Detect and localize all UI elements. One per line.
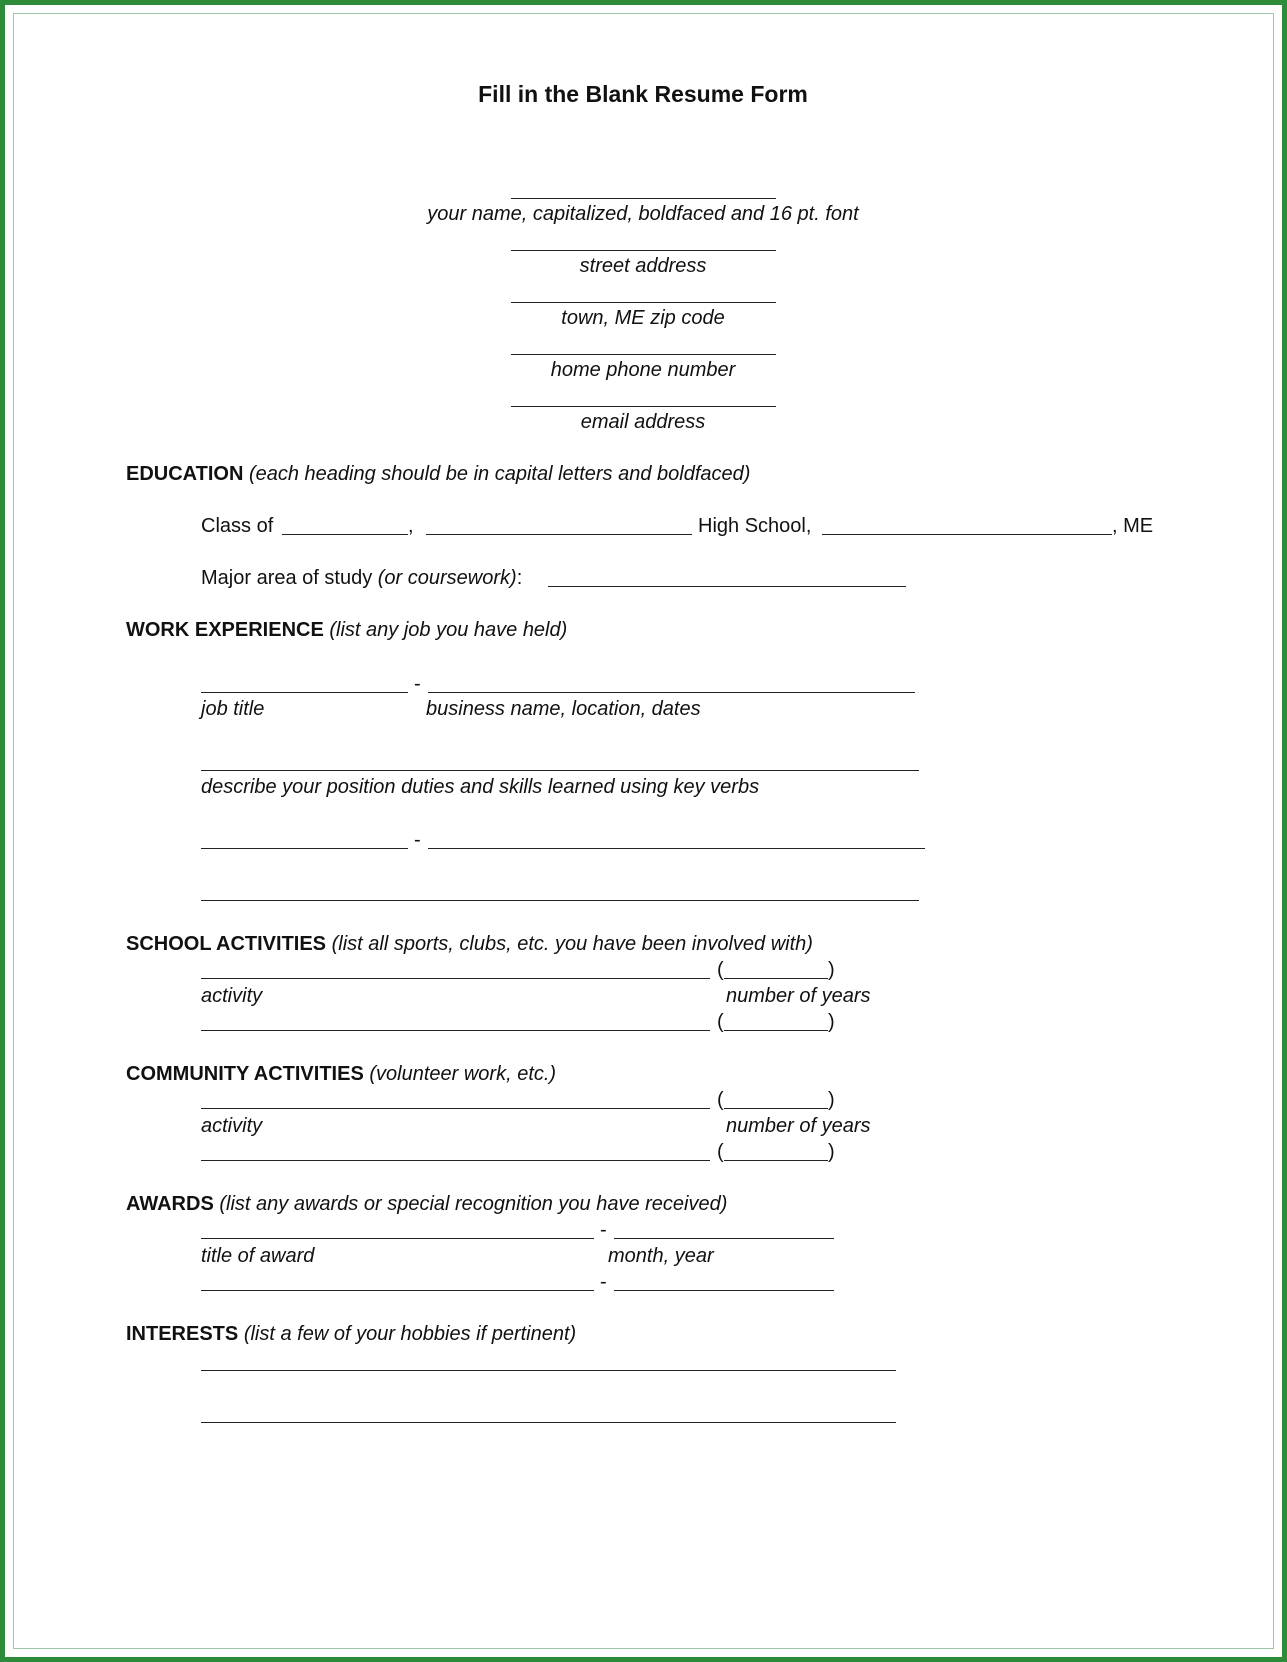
school-heading-row — [126, 932, 813, 956]
major-label: Major area of study — [201, 567, 373, 589]
school-years-line-2[interactable] — [724, 1030, 828, 1031]
interests-note: (list a few of your hobbies if pertinent) — [243, 1323, 577, 1345]
work-note: (list any job you have held) — [329, 619, 568, 641]
work-heading-row — [126, 618, 567, 642]
community-activity-label: activity — [201, 1115, 263, 1137]
interests-line-1[interactable] — [201, 1370, 896, 1371]
interests-heading: INTERESTS — [126, 1323, 239, 1345]
award-dash-1: - — [600, 1219, 607, 1241]
community-years-line-1[interactable] — [724, 1108, 828, 1109]
major-row — [201, 566, 522, 590]
high-school-town-line[interactable] — [822, 534, 1112, 535]
school-activity-line-1[interactable] — [201, 978, 710, 979]
high-school-label: High School, — [698, 515, 812, 537]
community-heading-row — [126, 1062, 556, 1086]
page-title: Fill in the Blank Resume Form — [478, 81, 808, 107]
community-paren-close-1: ) — [828, 1089, 835, 1111]
school-activity-line-2[interactable] — [201, 1030, 710, 1031]
phone-field-label: home phone number — [550, 359, 736, 381]
major-colon: : — [516, 567, 523, 589]
email-field-label: email address — [580, 411, 706, 433]
name-field-label: your name, capitalized, boldfaced and 16 pt. font — [427, 203, 859, 225]
business-line-2[interactable] — [428, 848, 925, 849]
award-title-line-1[interactable] — [201, 1238, 594, 1239]
class-of-label: Class of — [201, 515, 274, 537]
business-line-1[interactable] — [428, 692, 915, 693]
school-years-line-1[interactable] — [724, 978, 828, 979]
school-paren-open-1: ( — [717, 959, 724, 981]
describe-line-2[interactable] — [201, 900, 919, 901]
job-title-label: job title — [201, 698, 265, 720]
business-label: business name, location, dates — [426, 698, 701, 720]
name-field-line[interactable] — [511, 198, 776, 199]
work-heading: WORK EXPERIENCE — [126, 619, 324, 641]
community-years-line-2[interactable] — [724, 1160, 828, 1161]
street-field-label: street address — [579, 255, 707, 277]
community-note: (volunteer work, etc.) — [369, 1063, 557, 1085]
major-line[interactable] — [548, 586, 906, 587]
phone-field-line[interactable] — [511, 354, 776, 355]
school-paren-close-2: ) — [828, 1011, 835, 1033]
community-activity-line-2[interactable] — [201, 1160, 710, 1161]
school-heading: SCHOOL ACTIVITIES — [126, 933, 327, 955]
class-year-line[interactable] — [282, 534, 408, 535]
describe-line-1[interactable] — [201, 770, 919, 771]
interests-heading-row — [126, 1322, 576, 1346]
town-field-label: town, ME zip code — [561, 307, 725, 329]
describe-label: describe your position duties and skills learned using key verbs — [201, 776, 760, 798]
town-field-line[interactable] — [511, 302, 776, 303]
job-title-line-1[interactable] — [201, 692, 408, 693]
school-paren-open-2: ( — [717, 1011, 724, 1033]
community-paren-open-1: ( — [717, 1089, 724, 1111]
email-field-line[interactable] — [511, 406, 776, 407]
job-title-line-2[interactable] — [201, 848, 408, 849]
community-paren-close-2: ) — [828, 1141, 835, 1163]
job-dash-1: - — [414, 673, 421, 695]
school-years-label: number of years — [726, 985, 871, 1007]
high-school-name-line[interactable] — [426, 534, 692, 535]
award-title-line-2[interactable] — [201, 1290, 594, 1291]
awards-heading: AWARDS — [126, 1193, 214, 1215]
community-years-label: number of years — [726, 1115, 871, 1137]
class-comma: , — [408, 515, 414, 537]
major-note: (or coursework) — [377, 567, 517, 589]
award-date-line-1[interactable] — [614, 1238, 834, 1239]
awards-note: (list any awards or special recognition you have received) — [219, 1193, 728, 1215]
education-note: (each heading should be in capital letters and boldfaced) — [248, 463, 751, 485]
school-note: (list all sports, clubs, etc. you have been involved with) — [331, 933, 813, 955]
interests-line-2[interactable] — [201, 1422, 896, 1423]
award-title-label: title of award — [201, 1245, 315, 1267]
award-dash-2: - — [600, 1271, 607, 1293]
community-heading: COMMUNITY ACTIVITIES — [126, 1063, 364, 1085]
street-field-line[interactable] — [511, 250, 776, 251]
school-paren-close-1: ) — [828, 959, 835, 981]
community-activity-line-1[interactable] — [201, 1108, 710, 1109]
education-heading: EDUCATION — [126, 463, 244, 485]
community-paren-open-2: ( — [717, 1141, 724, 1163]
job-dash-2: - — [414, 829, 421, 851]
awards-heading-row — [126, 1192, 727, 1216]
award-date-label: month, year — [608, 1245, 714, 1267]
education-heading-row — [126, 462, 750, 486]
award-date-line-2[interactable] — [614, 1290, 834, 1291]
school-activity-label: activity — [201, 985, 263, 1007]
state-label: , ME — [1112, 515, 1154, 537]
